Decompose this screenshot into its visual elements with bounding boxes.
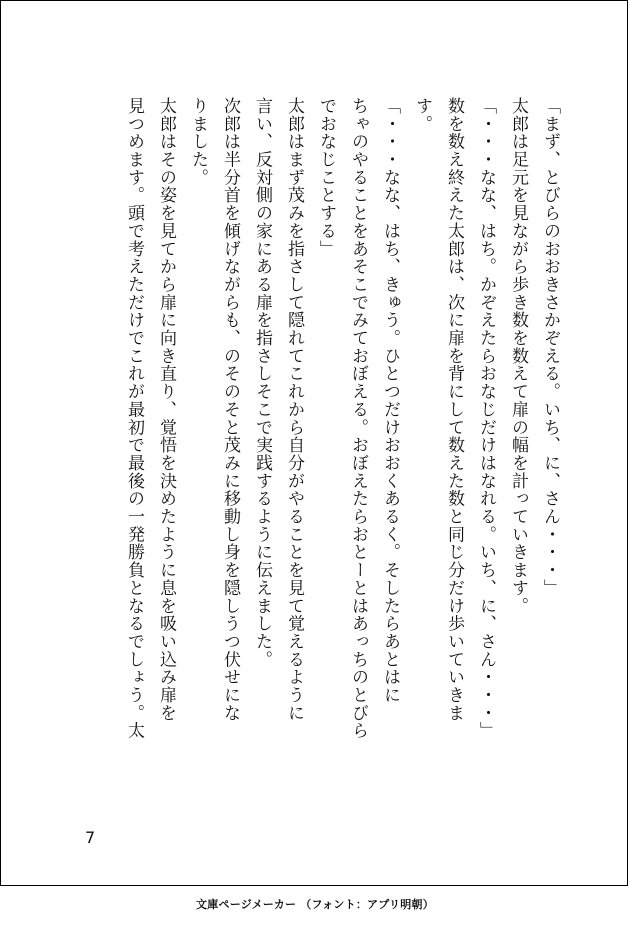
text-line: 言い、反対側の家にある扉を指さしそこで実践するように伝えました。: [252, 97, 272, 669]
page-number: 7: [85, 828, 96, 847]
text-line: りました。: [188, 97, 208, 187]
text-line: ちゃのやることをあそこでみておぼえる。おぼえたらおとーとはあっちのとびら: [348, 97, 368, 740]
text-line: でおなじことする」: [316, 97, 336, 258]
text-line: 数を数え終えた太郎は、次に扉を背にして数えた数と同じ分だけ歩いていきま: [444, 97, 464, 722]
text-line: 「・・・なな、はち、きゅう。ひとつだけおおくあるく。そしたらあとはに: [380, 97, 400, 704]
text-line: 次郎は半分首を傾げながらも、のそのそと茂みに移動し身を隠しうつ伏せにな: [220, 97, 240, 722]
text-line: 太郎はまず茂みを指さして隠れてこれから自分がやることを見て覚えるように: [284, 97, 304, 722]
text-line: 太郎は足元を見ながら歩き数を数えて扉の幅を計っていきます。: [508, 97, 528, 615]
text-line: 「まず、とびらのおおきさかぞえる。いち、に、さん・・・」: [540, 97, 560, 597]
text-line: 見つめます。頭で考えただけでこれが最初で最後の一発勝負となるでしょう。太: [124, 97, 144, 740]
generator-caption: 文庫ページメーカー （フォント：アプリ明朝）: [196, 898, 434, 911]
text-line: 「・・・なな、はち。かぞえたらおなじだけはなれる。いち、に、さん・・・」: [476, 97, 496, 740]
text-line: す。: [412, 97, 432, 133]
text-line: 太郎はその姿を見てから扉に向き直り、覚悟を決めたように息を吸い込み扉を: [156, 97, 176, 722]
